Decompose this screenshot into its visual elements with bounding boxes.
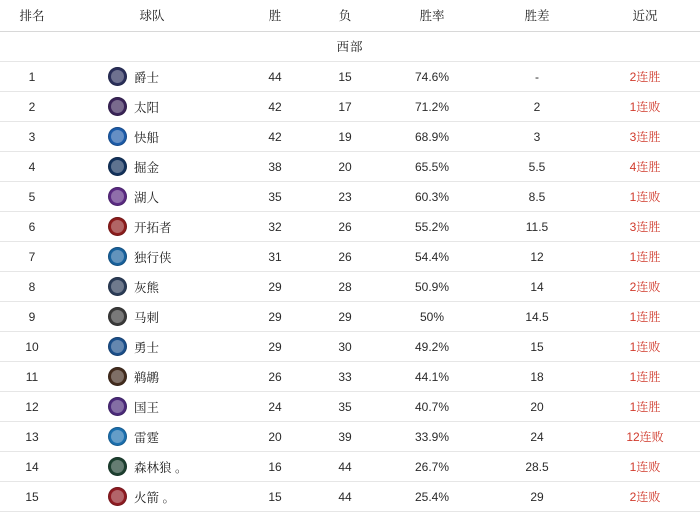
cell-gb: -: [484, 62, 590, 92]
cell-pct: 50%: [380, 302, 484, 332]
cell-gb: 5.5: [484, 152, 590, 182]
cell-loss: 26: [310, 212, 380, 242]
cell-win: 15: [240, 482, 310, 512]
cell-team[interactable]: [64, 122, 240, 152]
cell-pct: 49.2%: [380, 332, 484, 362]
cell-streak: [590, 92, 700, 122]
cell-rank: 1: [0, 62, 64, 92]
cell-team[interactable]: [64, 302, 240, 332]
cell-team[interactable]: [64, 482, 240, 512]
team-name: 爵士: [134, 70, 160, 85]
cell-gb: 18: [484, 362, 590, 392]
cell-team[interactable]: [64, 212, 240, 242]
cell-pct: 40.7%: [380, 392, 484, 422]
cell-win: 29: [240, 302, 310, 332]
cell-team[interactable]: [64, 362, 240, 392]
team-name: 鹈鹕: [134, 370, 160, 385]
team-name: 掘金: [134, 160, 160, 175]
cell-rank: 13: [0, 422, 64, 452]
cell-win: 16: [240, 452, 310, 482]
streak-badge: 1连胜: [629, 310, 661, 324]
table-row[interactable]: [0, 212, 700, 242]
cell-rank: 5: [0, 182, 64, 212]
team-name: 独行侠: [134, 250, 172, 265]
team-logo-icon: [108, 337, 127, 356]
cell-win: 31: [240, 242, 310, 272]
team-logo-icon: [108, 307, 127, 326]
cell-rank: 12: [0, 392, 64, 422]
cell-pct: 71.2%: [380, 92, 484, 122]
cell-rank: 9: [0, 302, 64, 332]
column-header-rank: 排名: [0, 0, 64, 32]
cell-team[interactable]: [64, 242, 240, 272]
streak-badge: 1连败: [629, 100, 661, 114]
cell-win: 29: [240, 272, 310, 302]
cell-streak: [590, 332, 700, 362]
team-logo-icon: [108, 67, 127, 86]
cell-loss: 23: [310, 182, 380, 212]
cell-streak: [590, 362, 700, 392]
cell-streak: [590, 242, 700, 272]
table-row[interactable]: [0, 152, 700, 182]
cell-win: 26: [240, 362, 310, 392]
table-row[interactable]: [0, 242, 700, 272]
cell-loss: 44: [310, 482, 380, 512]
column-header-loss: 负: [310, 0, 380, 32]
cell-loss: 29: [310, 302, 380, 332]
cell-win: 44: [240, 62, 310, 92]
cell-rank: 3: [0, 122, 64, 152]
team-logo-icon: [108, 97, 127, 116]
cell-pct: 60.3%: [380, 182, 484, 212]
cell-loss: 28: [310, 272, 380, 302]
cell-rank: 7: [0, 242, 64, 272]
cell-win: 32: [240, 212, 310, 242]
column-header-win: 胜: [240, 0, 310, 32]
team-logo-icon: [108, 427, 127, 446]
cell-win: 38: [240, 152, 310, 182]
cell-gb: 24: [484, 422, 590, 452]
table-body: [0, 32, 700, 512]
cell-streak: [590, 452, 700, 482]
team-logo-icon: [108, 457, 127, 476]
cell-streak: [590, 482, 700, 512]
streak-badge: 2连败: [629, 280, 661, 294]
cell-streak: [590, 302, 700, 332]
cell-gb: 28.5: [484, 452, 590, 482]
cell-gb: 29: [484, 482, 590, 512]
table-row[interactable]: [0, 182, 700, 212]
cell-gb: 20: [484, 392, 590, 422]
team-name: 太阳: [134, 100, 160, 115]
cell-loss: 44: [310, 452, 380, 482]
team-name: 开拓者: [134, 220, 172, 235]
cell-rank: 11: [0, 362, 64, 392]
cell-pct: 55.2%: [380, 212, 484, 242]
cell-rank: 10: [0, 332, 64, 362]
streak-badge: 1连胜: [629, 400, 661, 414]
team-name: 国王: [134, 400, 160, 415]
column-header-streak: 近况: [590, 0, 700, 32]
streak-badge: 4连胜: [629, 160, 661, 174]
cell-loss: 30: [310, 332, 380, 362]
cell-loss: 26: [310, 242, 380, 272]
cell-pct: 74.6%: [380, 62, 484, 92]
cell-streak: [590, 422, 700, 452]
cell-gb: 3: [484, 122, 590, 152]
cell-streak: [590, 212, 700, 242]
team-logo-icon: [108, 277, 127, 296]
cell-rank: 14: [0, 452, 64, 482]
cell-rank: 8: [0, 272, 64, 302]
table-row[interactable]: [0, 422, 700, 452]
table-row[interactable]: [0, 392, 700, 422]
column-header-gb: 胜差: [484, 0, 590, 32]
table-header: [0, 0, 700, 32]
cell-streak: [590, 182, 700, 212]
conference-row: [0, 32, 700, 62]
cell-streak: [590, 62, 700, 92]
team-name: 马刺: [134, 310, 160, 325]
cell-win: 42: [240, 92, 310, 122]
cell-streak: [590, 272, 700, 302]
table-row[interactable]: [0, 92, 700, 122]
cell-pct: 54.4%: [380, 242, 484, 272]
cell-gb: 8.5: [484, 182, 590, 212]
team-logo-icon: [108, 397, 127, 416]
streak-badge: 1连败: [629, 190, 661, 204]
table-row[interactable]: [0, 452, 700, 482]
streak-badge: 12连败: [626, 430, 664, 444]
cell-pct: 65.5%: [380, 152, 484, 182]
cell-gb: 14: [484, 272, 590, 302]
streak-badge: 2连胜: [629, 70, 661, 84]
team-name: 雷霆: [134, 430, 160, 445]
cell-team[interactable]: [64, 452, 240, 482]
cell-streak: [590, 122, 700, 152]
cell-team[interactable]: [64, 152, 240, 182]
cell-pct: 26.7%: [380, 452, 484, 482]
streak-badge: 3连胜: [629, 220, 661, 234]
cell-team[interactable]: [64, 332, 240, 362]
conference-label: 西部: [0, 32, 700, 62]
table-row[interactable]: [0, 62, 700, 92]
table-row[interactable]: [0, 362, 700, 392]
streak-badge: 1连胜: [629, 370, 661, 384]
cell-team[interactable]: [64, 272, 240, 302]
header-row: [0, 0, 700, 32]
cell-team[interactable]: [64, 182, 240, 212]
table-row[interactable]: [0, 332, 700, 362]
cell-win: 42: [240, 122, 310, 152]
streak-badge: 2连败: [629, 490, 661, 504]
team-logo-icon: [108, 127, 127, 146]
cell-gb: 2: [484, 92, 590, 122]
table-row[interactable]: [0, 482, 700, 512]
team-name: 快船: [134, 130, 160, 145]
team-name: 勇士: [134, 340, 160, 355]
streak-badge: 3连胜: [629, 130, 661, 144]
team-name: 湖人: [134, 190, 160, 205]
cell-loss: 17: [310, 92, 380, 122]
cell-pct: 33.9%: [380, 422, 484, 452]
cell-team[interactable]: [64, 92, 240, 122]
cell-loss: 19: [310, 122, 380, 152]
cell-gb: 12: [484, 242, 590, 272]
team-name: 森林狼 。: [134, 460, 188, 475]
cell-pct: 25.4%: [380, 482, 484, 512]
table-row[interactable]: [0, 302, 700, 332]
cell-pct: 44.1%: [380, 362, 484, 392]
cell-rank: 15: [0, 482, 64, 512]
table-row[interactable]: [0, 272, 700, 302]
team-logo-icon: [108, 187, 127, 206]
cell-rank: 2: [0, 92, 64, 122]
cell-win: 35: [240, 182, 310, 212]
team-name: 火箭 。: [134, 490, 175, 505]
cell-team[interactable]: [64, 62, 240, 92]
cell-rank: 4: [0, 152, 64, 182]
cell-win: 24: [240, 392, 310, 422]
team-logo-icon: [108, 367, 127, 386]
cell-loss: 39: [310, 422, 380, 452]
cell-gb: 14.5: [484, 302, 590, 332]
cell-team[interactable]: [64, 422, 240, 452]
cell-streak: [590, 152, 700, 182]
cell-win: 20: [240, 422, 310, 452]
cell-rank: 6: [0, 212, 64, 242]
team-logo-icon: [108, 217, 127, 236]
cell-gb: 11.5: [484, 212, 590, 242]
cell-loss: 35: [310, 392, 380, 422]
cell-loss: 20: [310, 152, 380, 182]
streak-badge: 1连败: [629, 460, 661, 474]
cell-pct: 50.9%: [380, 272, 484, 302]
team-logo-icon: [108, 157, 127, 176]
team-logo-icon: [108, 247, 127, 266]
cell-pct: 68.9%: [380, 122, 484, 152]
cell-gb: 15: [484, 332, 590, 362]
cell-streak: [590, 392, 700, 422]
streak-badge: 1连败: [629, 340, 661, 354]
table-row[interactable]: [0, 122, 700, 152]
cell-loss: 33: [310, 362, 380, 392]
team-logo-icon: [108, 487, 127, 506]
team-name: 灰熊: [134, 280, 160, 295]
cell-loss: 15: [310, 62, 380, 92]
cell-win: 29: [240, 332, 310, 362]
column-header-pct: 胜率: [380, 0, 484, 32]
cell-team[interactable]: [64, 392, 240, 422]
column-header-team: 球队: [64, 0, 240, 32]
streak-badge: 1连胜: [629, 250, 661, 264]
